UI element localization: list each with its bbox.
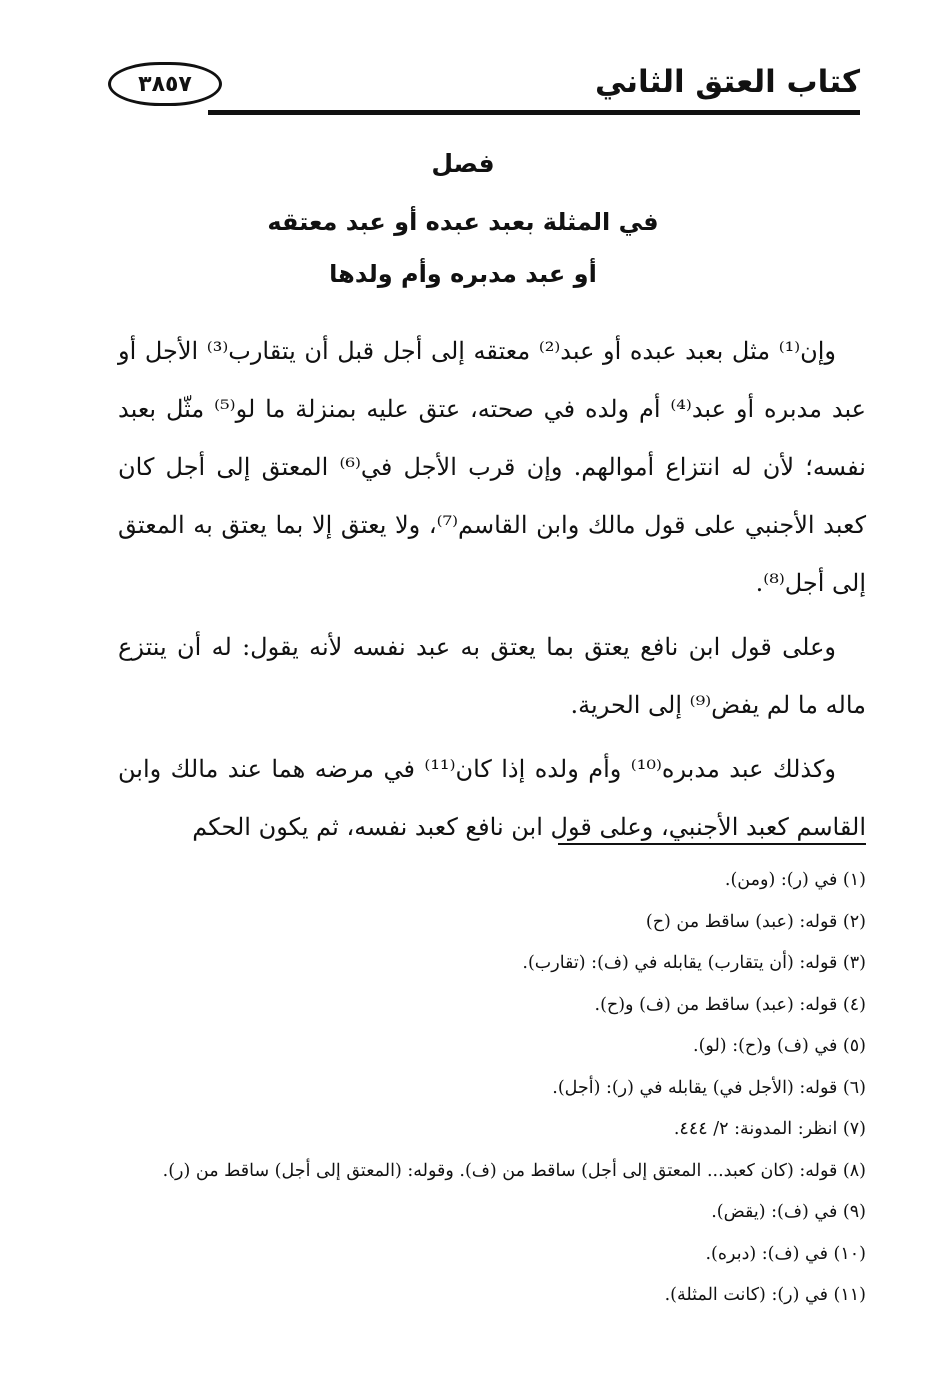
footnotes (100, 860, 866, 1317)
footnote: (١١) في (ر): (كانت المثلة). (664, 1285, 866, 1305)
footnote: (٥) في (ف) و(ح): (لو). (693, 1036, 866, 1056)
footnote: (٧) انظر: المدونة: ٢/ ٤٤٤. (673, 1119, 866, 1139)
footnote: (٢) قوله: (عبد) ساقط من (ح) (645, 911, 866, 932)
footnote: (٤) قوله: (عبد) ساقط من (ف) و(ح). (594, 994, 866, 1015)
footnote: (١٠) في (ف): (دبره). (705, 1243, 866, 1264)
section-title-line-1: في المثلة بعبد عبده أو عبد معتقه (267, 208, 659, 236)
footnote: (٣) قوله: (أن يتقارب) يقابله في (ف): (تقارب). (522, 953, 866, 973)
paragraph: وعلى قول ابن نافع يعتق بما يعتق به عبد نفسه لأنه يقول: له أن ينتزع ماله ما لم يفض⁽⁹⁾ إلى الحرية. (118, 633, 866, 719)
footnote: (٩) في (ف): (يقض). (711, 1202, 866, 1222)
section-label: فصل (431, 149, 495, 178)
paragraph: وكذلك عبد مدبره⁽¹⁰⁾ وأم ولده إذا كان⁽¹¹⁾ في مرضه هما عند مالك وابن القاسم كعبد الأجنبي، وعلى قول ابن نافع كعبد نفسه، ثم يكون الحكم (118, 755, 866, 841)
page-header (108, 56, 860, 120)
footnote: (٨) قوله: (كان كعبد... المعتق إلى أجل) ساقط من (ف). وقوله: (المعتق إلى أجل) ساقط من (ر). (162, 1160, 866, 1181)
page-number-badge: ٣٨٥٧ (108, 62, 222, 106)
footnote: (١) في (ر): (ومن). (724, 870, 866, 890)
footnote: (٦) قوله: (الأجل في) يقابله في (ر): (أجل). (552, 1077, 866, 1098)
section-title-line-2: أو عبد مدبره وأم ولدها (329, 260, 597, 288)
paragraph: وإن⁽¹⁾ مثل بعبد عبده أو عبد⁽²⁾ معتقه إلى أجل قبل أن يتقارب⁽³⁾ الأجل أو عبد مدبره أو عبد⁽⁴⁾ أم ولده في صحته، عتق عليه بمنزلة ما لو⁽⁵⁾ مثّل بعبد نفسه؛ لأن له انتزاع أموالهم. وإن قرب الأجل في⁽⁶⁾ المعتق إلى أجل كان كعبد الأجنبي على قول مالك وابن القاسم⁽⁷⁾، ولا يعتق إلا بما يعتق به المعتق إلى أجل⁽⁸⁾. (118, 337, 867, 597)
main-text (118, 322, 866, 862)
section-headings (60, 144, 866, 292)
header-rule (208, 110, 860, 115)
book-title: كتاب العتق الثاني (595, 64, 860, 100)
footnote-separator (558, 843, 866, 845)
